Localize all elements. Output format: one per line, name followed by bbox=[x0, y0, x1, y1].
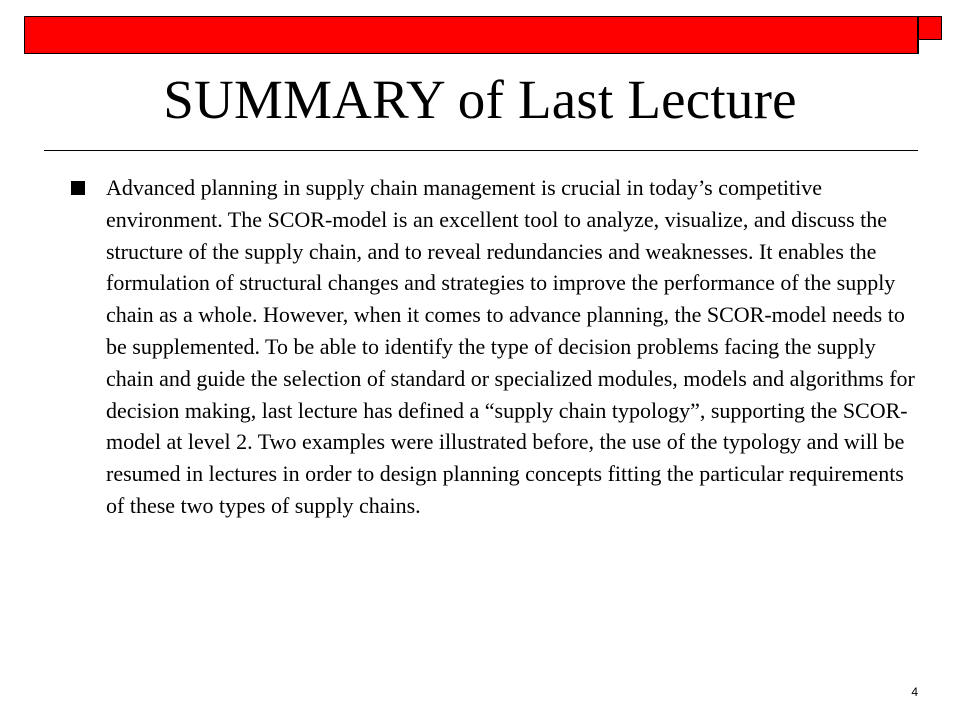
square-bullet-icon bbox=[71, 181, 85, 195]
page-number: 4 bbox=[911, 685, 918, 699]
header-corner-square bbox=[918, 16, 942, 40]
header-corner-stripe bbox=[918, 40, 942, 54]
header-red-bar bbox=[24, 16, 918, 54]
slide-title: SUMMARY of Last Lecture bbox=[163, 69, 797, 130]
summary-paragraph: Advanced planning in supply chain management is crucial in today’s competitive environment. The SCOR-model is an excellent tool to analyze, visualize, and discuss the structure of the supply chain, and to reveal redundancies and weaknesses. It enables the formulation of structural changes and strategies to improve the performance of the supply chain as a whole. However, when it comes to advance planning, the SCOR-model needs to be supplemented. To be able to identify the type of decision problems facing the supply chain and guide the selection of standard or specialized modules, models and algorithms for decision making, last lecture has defined a “supply chain typology”, supporting the SCOR-model at level 2. Two examples were illustrated before, the use of the typology and will be resumed in lectures in order to design planning concepts fitting the particular requirements of these two types of supply chains. bbox=[106, 175, 915, 518]
title-divider bbox=[44, 150, 918, 151]
